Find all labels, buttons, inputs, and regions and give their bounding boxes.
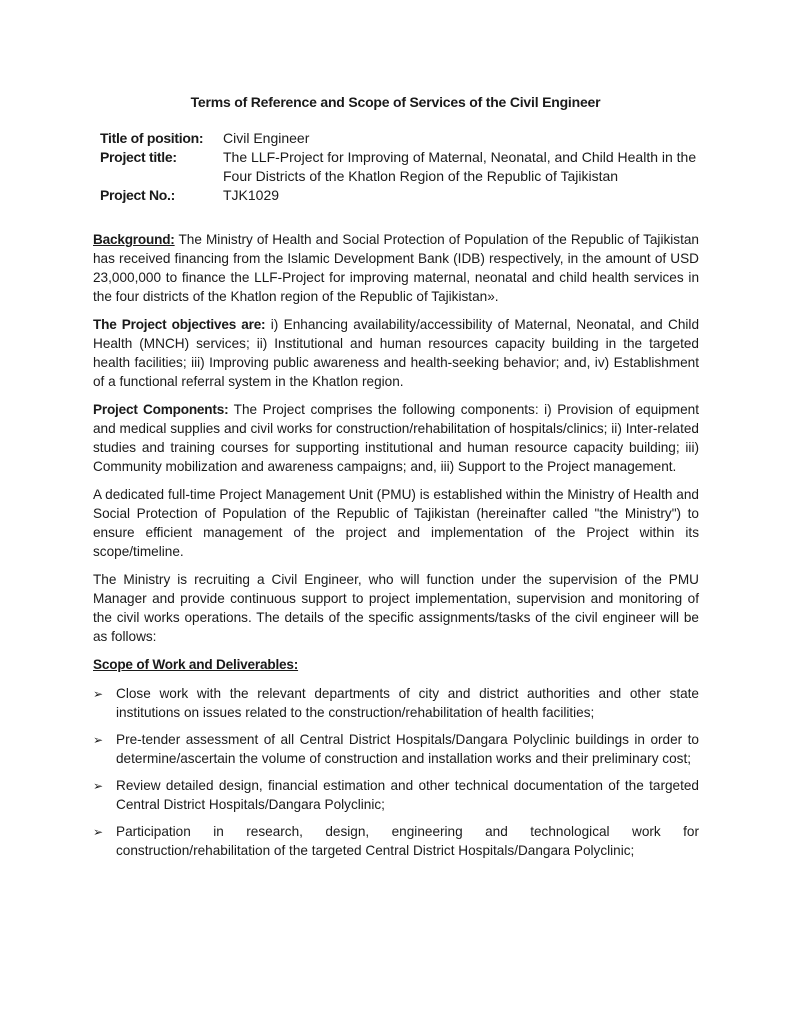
arrow-bullet-icon: ➢ (93, 779, 104, 793)
arrow-bullet-icon: ➢ (93, 733, 104, 747)
project-title-row (100, 148, 700, 186)
project-number-label: Project No.: (100, 187, 175, 203)
position-details (100, 129, 700, 205)
recruitment-paragraph: The Ministry is recruiting a Civil Engineer, who will function under the supervision of the PMU Manager and provide continuous support to project implementation, supervision and monitoring of the civil works operations. The details of the specific assignments/tasks of the civil engineer will be as follows: (93, 572, 699, 644)
scope-list-item (93, 776, 699, 814)
arrow-bullet-icon: ➢ (93, 687, 104, 701)
position-value: Civil Engineer (223, 130, 310, 146)
components-label: Project Components: (93, 402, 229, 417)
position-label: Title of position: (100, 130, 204, 146)
background-label: Background: (93, 232, 175, 247)
position-row (100, 129, 700, 148)
objectives-paragraph (93, 315, 699, 391)
scope-item-text: Close work with the relevant departments of city and district authorities and other state institutions on issues related to the construction/rehabilitation of health facilities; (116, 686, 699, 720)
components-paragraph (93, 400, 699, 476)
scope-item-text: Pre-tender assessment of all Central District Hospitals/Dangara Polyclinic buildings in order to determine/ascertain the volume of construction and installation works and their preliminary cost; (116, 732, 699, 766)
scope-list-item (93, 822, 699, 860)
scope-list-item (93, 684, 699, 722)
project-number-value: TJK1029 (223, 187, 280, 203)
objectives-label: The Project objectives are: (93, 317, 266, 332)
project-title-value: The LLF-Project for Improving of Maternal, Neonatal, and Child Health in the Four Districts of the Khatlon Region of the Republic of Tajikistan (223, 149, 697, 184)
scope-item-text: Review detailed design, financial estimation and other technical documentation of the targeted Central District Hospitals/Dangara Polyclinic; (116, 778, 699, 812)
objectives-text: i) Enhancing availability/accessibility of Maternal, Neonatal, and Child Health (MNCH) services; ii) Institutional and human resources capacity building in the targeted health facilities; iii) Improving public awareness and health-seeking behavior; and, iv) Establishment of a functional referral system in the Khatlon region. (93, 317, 699, 389)
document-title: Terms of Reference and Scope of Services of the Civil Engineer (190, 94, 601, 110)
document-body (93, 230, 699, 868)
project-number-row (100, 186, 700, 205)
scope-heading: Scope of Work and Deliverables: (93, 657, 299, 672)
scope-item-text: Participation in research, design, engineering and technological work for construction/rehabilitation of the targeted Central District Hospitals/Dangara Polyclinic; (116, 824, 699, 858)
background-text: The Ministry of Health and Social Protection of Population of the Republic of Tajikistan has received financing from the Islamic Development Bank (IDB) respectively, in the amount of USD 23,000,000 to finance the LLF-Project for improving maternal, neonatal and child health services in the four districts of the Khatlon region of the Republic of Tajikistan». (93, 232, 699, 304)
project-title-label: Project title: (100, 149, 177, 165)
background-paragraph (93, 230, 699, 306)
scope-list (93, 684, 699, 860)
scope-list-item (93, 730, 699, 768)
components-text: The Project comprises the following components: i) Provision of equipment and medical supplies and civil works for construction/rehabilitation of hospitals/clinics; ii) Inter-related studies and training courses for supporting institutional and human resource capacity building; iii) Community mobilization and awareness campaigns; and, iii) Support to the Project management. (93, 402, 699, 474)
pmu-paragraph: A dedicated full-time Project Management Unit (PMU) is established within the Ministry of Health and Social Protection of Population of the Republic of Tajikistan (hereinafter called "the Ministry") to ensure efficient management of the project and implementation of the Project within its scope/timeline. (93, 487, 699, 559)
arrow-bullet-icon: ➢ (93, 825, 104, 839)
